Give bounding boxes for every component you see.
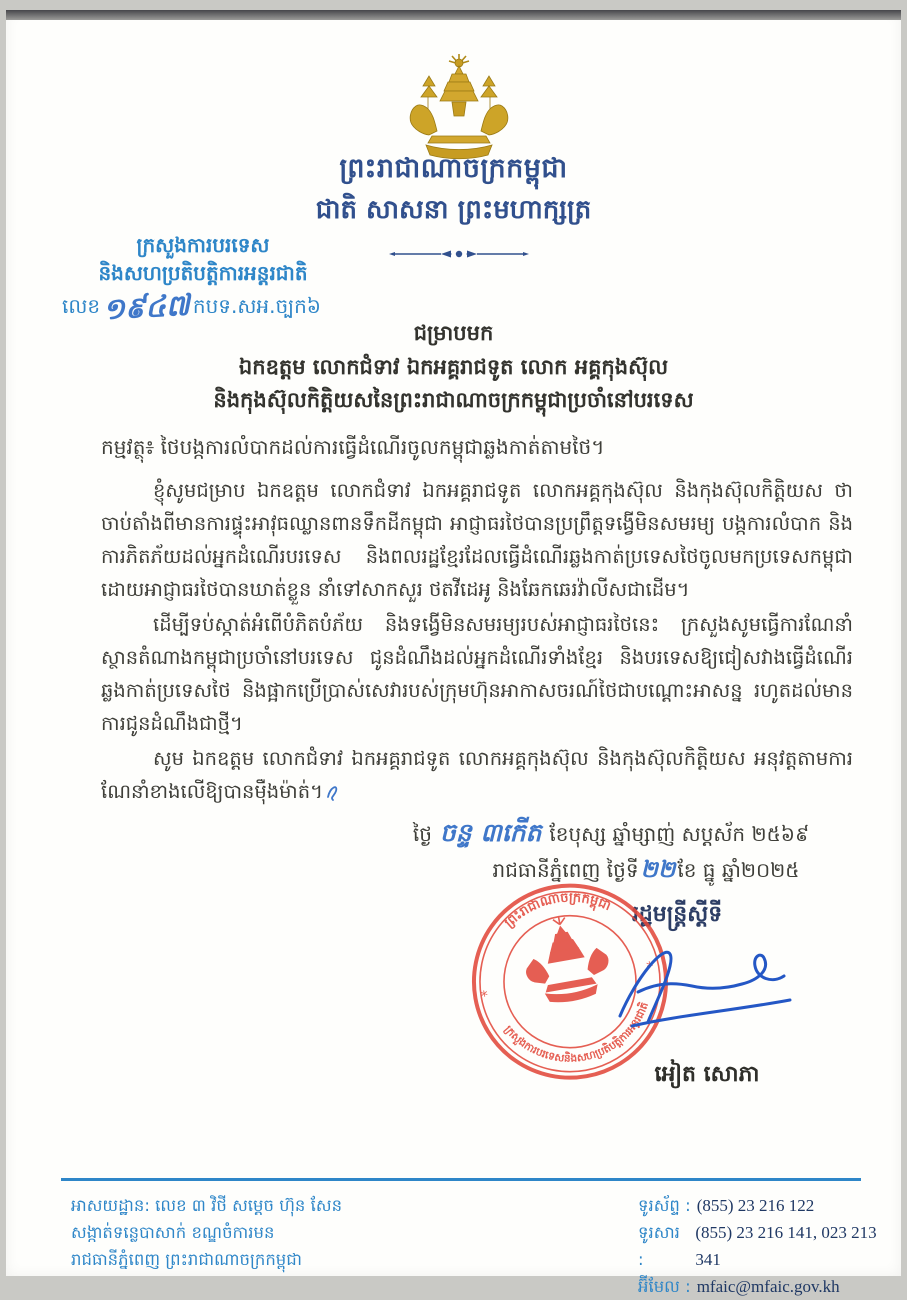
email-value: mfaic@mfaic.gov.kh [696,1277,840,1296]
letter-page [6,10,901,1296]
fax-label: ទូរសារ : [638,1223,680,1269]
body-paragraph-3-text: សូម ឯកឧត្តម លោកជំទាវ ឯកអគ្គរាជទូត លោកអគ្គកុងស៊ុល និងកុងស៊ុលកិត្តិយស អនុវត្តតាមការណែនាំខាងលើឱ្យបានម៉ឺងម៉ាត់។ [101,747,853,803]
stamp-ring-text-bottom: ក្រសួងការបរទេសនិងសហប្រតិបត្តិការអន្តរជាតិ [501,1000,651,1065]
contact-fax-row [638,1219,901,1273]
phone-label: ទូរស័ព្ទ : [638,1196,691,1215]
stamp-separator-right: * [645,959,656,976]
stamp-center-arms-icon [518,910,614,1008]
address-line-3: រាជធានីភ្នំពេញ ព្រះរាជាណាចក្រកម្ពុជា [71,1250,302,1269]
kingdom-motto: ជាតិ សាសនា ព្រះមហាក្សត្រ [315,195,592,225]
contact-phone-row [638,1192,901,1219]
minister-signature [604,928,824,1038]
ref-number-handwritten: ១៩៤៧ [102,287,191,327]
fax-value: (855) 23 216 141, 023 213 341 [695,1223,877,1269]
ref-suffix: កបទ.សអ.ច្បក៦ [192,294,321,318]
date2-prefix: រាជធានីភ្នំពេញ ថ្ងៃទី [492,858,639,882]
ministry-name-line2: និងសហប្រតិបត្តិការអន្តរជាតិ [98,261,308,285]
lunar-date-line [366,818,856,854]
body-paragraph-2: ដើម្បីទប់ស្កាត់អំពើបំភិតបំភ័យ និងទង្វើមិនសមរម្យរបស់អាជ្ញាធរថៃនេះ ក្រសួងសូមធ្វើការណែនាំស្ថានតំណាងកម្ពុជាប្រចាំនៅបរទេស ជូនដំណឹងដល់អ្នកដំណើរទាំងខ្មែរ និងបរទេសឱ្យជៀសវាងធ្វើដំណើរឆ្លងកាត់ប្រទេសថៃ និងផ្អាកប្រើប្រាស់សេវារបស់ក្រុមហ៊ុនអាកាសចរណ៍ថៃជាបណ្ដោះអាសន្ន រហូតដល់មានការជូនដំណឹងជាថ្មី។ [101,613,853,735]
date2-handwritten: ២២ [640,857,676,883]
signer-title: រដ្ឋមន្ត្រីស្តីទី [631,902,723,927]
email-label: អ៊ីមែល : [638,1277,691,1296]
body-paragraph-1: ខ្ញុំសូមជម្រាប ឯកឧត្តម លោកជំទាវ ឯកអគ្គរាជទូត លោកអគ្គកុងស៊ុល និងកុងស៊ុលកិត្តិយស ថា ចាប់តាំងពីមានការផ្ទុះអាវុធឈ្លានពានទឹកដីកម្ពុជា អាជ្ញាធរថៃបានប្រព្រឹត្តទង្វើមិនសមរម្យ បង្កការលំបាក និងការភិតភ័យដល់អ្នកដំណើរបរទេស និងពលរដ្ឋខ្មែរដែលធ្វើដំណើរឆ្លងកាត់ប្រទេសថៃចូលមកប្រទេសកម្ពុជា ដោយអាជ្ញាធរថៃបានឃាត់ខ្លួន នាំទៅសាកសួរ ថតវីដេអូ និងឆែកឆេរវ៉ាលីសជាដើម។ [101,479,853,601]
royal-coat-of-arms-icon [396,50,522,164]
date2-suffix: ខែ ធ្នូ ឆ្នាំ២០២៥ [677,858,800,882]
ministry-name-line1: ក្រសួងការបរទេស [136,233,270,257]
address-line-1: អាសយដ្ឋាន: លេខ ៣ វិថី សម្តេច ហ៊ុន សែន [71,1196,343,1215]
stamp-ring-text-top: ព្រះរាជាណាចក្រកម្ពុជា [501,890,613,931]
salutation-line2: និងកុងស៊ុលកិត្តិយសនៃព្រះរាជាណាចក្រកម្ពុជាប្រចាំនៅបរទេស [213,388,694,412]
date1-suffix: ខែបុស្ស ឆ្នាំម្សាញ់ សប្តស័ក ២៥៦៩ [549,822,810,846]
phone-value: (855) 23 216 122 [696,1196,815,1215]
signer-name: អៀត សោភា [654,1062,760,1087]
body-paragraph-3 [101,742,853,808]
salutation-line1: ឯកឧត្តម លោកជំទាវ ឯកអគ្គរាជទូត លោក អគ្គកុងស៊ុល [238,355,669,379]
address-line-2: សង្កាត់ទន្លេបាសាក់ ខណ្ឌចំការមន [71,1223,275,1242]
salutation-heading: ជម្រាបមក [413,321,494,345]
footer-address [71,1192,342,1273]
kingdom-title: ព្រះរាជាណាចក្រកម្ពុជា [339,153,568,184]
footer-contacts [638,1192,901,1300]
footer-divider [61,1178,861,1181]
stamp-separator-left: * [479,988,490,1006]
ornament-divider-icon [389,248,529,260]
date1-prefix: ថ្ងៃ [412,822,432,846]
contact-email-row [638,1273,901,1300]
photo-edge [6,10,901,20]
ref-prefix: លេខ [62,294,101,318]
handwritten-paraph-icon [325,782,341,802]
date1-handwritten: ចន្ទ ៣កើត [439,818,542,847]
subject-line: កម្មវត្ថុ៖ ថៃបង្កការលំបាកដល់ការធ្វើដំណើរចូលកម្ពុជាឆ្លងកាត់តាមថៃ។ [101,435,605,459]
